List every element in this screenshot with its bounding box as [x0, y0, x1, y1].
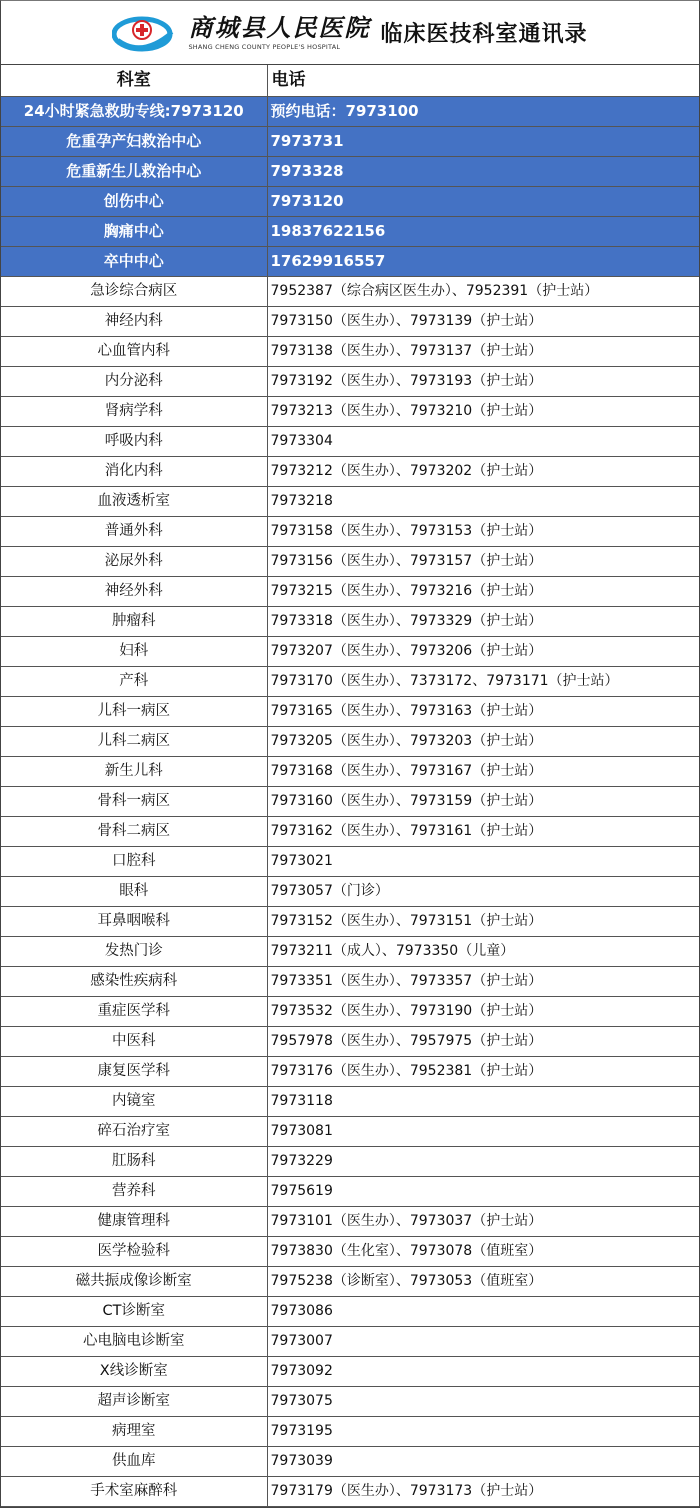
- department-cell: 泌尿外科: [1, 547, 267, 577]
- table-row: [1, 307, 699, 337]
- phone-cell: 7973120: [267, 187, 699, 217]
- phone-cell: 7973158（医生办）、7973153（护士站）: [267, 517, 699, 547]
- department-cell: 耳鼻咽喉科: [1, 907, 267, 937]
- phone-cell: 7973165（医生办）、7973163（护士站）: [267, 697, 699, 727]
- table-row: [1, 1057, 699, 1087]
- table-row: [1, 1387, 699, 1417]
- phone-cell: 7973215（医生办）、7973216（护士站）: [267, 577, 699, 607]
- table-row: [1, 1297, 699, 1327]
- table-row: [1, 997, 699, 1027]
- phone-cell: 7973218: [267, 487, 699, 517]
- phone-cell: 7973213（医生办）、7973210（护士站）: [267, 397, 699, 427]
- table-row: [1, 637, 699, 667]
- department-cell: 内镜室: [1, 1087, 267, 1117]
- department-cell: 新生儿科: [1, 757, 267, 787]
- table-row: [1, 517, 699, 547]
- hospital-name-cn: 商城县人民医院: [188, 13, 371, 42]
- phone-cell: 7952387（综合病区医生办）、7952391（护士站）: [267, 277, 699, 307]
- table-header-row: [1, 65, 699, 97]
- table-row: [1, 757, 699, 787]
- phone-cell: 7973207（医生办）、7973206（护士站）: [267, 637, 699, 667]
- document-title: 临床医技科室通讯录: [380, 22, 588, 47]
- phone-cell: 7973101（医生办）、7973037（护士站）: [267, 1207, 699, 1237]
- phone-cell: 7973731: [267, 127, 699, 157]
- table-row: [1, 817, 699, 847]
- department-cell: 呼吸内科: [1, 427, 267, 457]
- department-cell: 胸痛中心: [1, 217, 267, 247]
- table-row: [1, 727, 699, 757]
- department-cell: 发热门诊: [1, 937, 267, 967]
- table-row: [1, 487, 699, 517]
- phone-cell: 17629916557: [267, 247, 699, 277]
- table-row: [1, 667, 699, 697]
- phone-cell: 7973211（成人）、7973350（儿童）: [267, 937, 699, 967]
- department-cell: 肿瘤科: [1, 607, 267, 637]
- department-cell: 病理室: [1, 1417, 267, 1447]
- department-cell: CT诊断室: [1, 1297, 267, 1327]
- table-row: [1, 847, 699, 877]
- phone-cell: 7973328: [267, 157, 699, 187]
- table-row: [1, 1327, 699, 1357]
- department-cell: 普通外科: [1, 517, 267, 547]
- department-cell: 口腔科: [1, 847, 267, 877]
- phone-cell: 7973039: [267, 1447, 699, 1477]
- phone-cell: 7973007: [267, 1327, 699, 1357]
- directory-table: [1, 65, 699, 1507]
- table-row: [1, 1417, 699, 1447]
- phone-cell: 7973168（医生办）、7973167（护士站）: [267, 757, 699, 787]
- department-cell: 血液透析室: [1, 487, 267, 517]
- phone-cell: 7973156（医生办）、7973157（护士站）: [267, 547, 699, 577]
- phone-cell: 7973150（医生办）、7973139（护士站）: [267, 307, 699, 337]
- phone-cell: 7973830（生化室）、7973078（值班室）: [267, 1237, 699, 1267]
- table-body: [1, 97, 699, 1507]
- table-row: [1, 937, 699, 967]
- column-header-phone: 电话: [267, 65, 699, 97]
- phone-cell: 7973212（医生办）、7973202（护士站）: [267, 457, 699, 487]
- phone-cell: 7973318（医生办）、7973329（护士站）: [267, 607, 699, 637]
- table-row: [1, 1117, 699, 1147]
- department-cell: 营养科: [1, 1177, 267, 1207]
- table-row: [1, 547, 699, 577]
- table-row: [1, 1237, 699, 1267]
- phone-cell: 7973351（医生办）、7973357（护士站）: [267, 967, 699, 997]
- table-row: [1, 1177, 699, 1207]
- highlight-row: [1, 157, 699, 187]
- department-cell: 肛肠科: [1, 1147, 267, 1177]
- highlight-row: [1, 217, 699, 247]
- department-cell: 健康管理科: [1, 1207, 267, 1237]
- highlight-row: [1, 97, 699, 127]
- phone-cell: 7973075: [267, 1387, 699, 1417]
- department-cell: 磁共振成像诊断室: [1, 1267, 267, 1297]
- department-cell: 超声诊断室: [1, 1387, 267, 1417]
- table-row: [1, 1147, 699, 1177]
- phone-cell: 7975619: [267, 1177, 699, 1207]
- department-cell: 骨科一病区: [1, 787, 267, 817]
- phone-cell: 7973086: [267, 1297, 699, 1327]
- phone-cell: 7973304: [267, 427, 699, 457]
- department-cell: 危重孕产妇救治中心: [1, 127, 267, 157]
- department-cell: 康复医学科: [1, 1057, 267, 1087]
- table-row: [1, 1207, 699, 1237]
- department-cell: 创伤中心: [1, 187, 267, 217]
- department-cell: 儿科一病区: [1, 697, 267, 727]
- phone-cell: 7973081: [267, 1117, 699, 1147]
- phone-cell: 7973179（医生办）、7973173（护士站）: [267, 1477, 699, 1507]
- department-cell: 急诊综合病区: [1, 277, 267, 307]
- department-cell: 肾病学科: [1, 397, 267, 427]
- table-row: [1, 1477, 699, 1507]
- department-cell: 心血管内科: [1, 337, 267, 367]
- hospital-name-en: SHANG CHENG COUNTY PEOPLE'S HOSPITAL: [188, 43, 341, 51]
- department-cell: 眼科: [1, 877, 267, 907]
- table-row: [1, 427, 699, 457]
- table-row: [1, 397, 699, 427]
- department-cell: 中医科: [1, 1027, 267, 1057]
- hospital-name: [188, 14, 370, 51]
- department-cell: 供血库: [1, 1447, 267, 1477]
- phone-cell: 7973162（医生办）、7973161（护士站）: [267, 817, 699, 847]
- department-cell: 妇科: [1, 637, 267, 667]
- department-cell: 神经内科: [1, 307, 267, 337]
- phone-cell: 7973092: [267, 1357, 699, 1387]
- table-row: [1, 337, 699, 367]
- table-row: [1, 277, 699, 307]
- department-cell: 心电脑电诊断室: [1, 1327, 267, 1357]
- table-row: [1, 1027, 699, 1057]
- table-row: [1, 457, 699, 487]
- phone-cell: 预约电话：7973100: [267, 97, 699, 127]
- department-cell: 危重新生儿救治中心: [1, 157, 267, 187]
- department-cell: 手术室麻醉科: [1, 1477, 267, 1507]
- department-cell: 内分泌科: [1, 367, 267, 397]
- phone-cell: 7973118: [267, 1087, 699, 1117]
- table-row: [1, 1357, 699, 1387]
- department-cell: 感染性疾病科: [1, 967, 267, 997]
- phone-cell: 19837622156: [267, 217, 699, 247]
- phone-cell: 7973138（医生办）、7973137（护士站）: [267, 337, 699, 367]
- table-row: [1, 1447, 699, 1477]
- department-cell: 医学检验科: [1, 1237, 267, 1267]
- table-row: [1, 967, 699, 997]
- table-row: [1, 697, 699, 727]
- table-row: [1, 1267, 699, 1297]
- department-cell: 卒中中心: [1, 247, 267, 277]
- table-row: [1, 787, 699, 817]
- department-cell: 消化内科: [1, 457, 267, 487]
- phone-cell: 7973176（医生办）、7952381（护士站）: [267, 1057, 699, 1087]
- department-cell: 神经外科: [1, 577, 267, 607]
- department-cell: 产科: [1, 667, 267, 697]
- phone-cell: 7973152（医生办）、7973151（护士站）: [267, 907, 699, 937]
- column-header-dept: 科室: [1, 65, 267, 97]
- phone-cell: 7973160（医生办）、7973159（护士站）: [267, 787, 699, 817]
- table-row: [1, 577, 699, 607]
- phone-cell: 7973532（医生办）、7973190（护士站）: [267, 997, 699, 1027]
- highlight-row: [1, 187, 699, 217]
- table-row: [1, 607, 699, 637]
- document-header: [1, 1, 699, 65]
- department-cell: 骨科二病区: [1, 817, 267, 847]
- table-row: [1, 1087, 699, 1117]
- phone-cell: 7973229: [267, 1147, 699, 1177]
- phone-cell: 7975238（诊断室）、7973053（值班室）: [267, 1267, 699, 1297]
- table-row: [1, 907, 699, 937]
- phone-cell: 7973205（医生办）、7973203（护士站）: [267, 727, 699, 757]
- department-cell: 重症医学科: [1, 997, 267, 1027]
- phone-cell: 7973021: [267, 847, 699, 877]
- department-cell: X线诊断室: [1, 1357, 267, 1387]
- highlight-row: [1, 127, 699, 157]
- highlight-row: [1, 247, 699, 277]
- phone-cell: 7973057（门诊）: [267, 877, 699, 907]
- phone-cell: 7957978（医生办）、7957975（护士站）: [267, 1027, 699, 1057]
- table-row: [1, 877, 699, 907]
- department-cell: 儿科二病区: [1, 727, 267, 757]
- department-cell: 24小时紧急救助专线:7973120: [1, 97, 267, 127]
- phone-cell: 7973195: [267, 1417, 699, 1447]
- phone-cell: 7973192（医生办）、7973193（护士站）: [267, 367, 699, 397]
- department-cell: 碎石治疗室: [1, 1117, 267, 1147]
- phone-cell: 7973170（医生办）、7373172、7973171（护士站）: [267, 667, 699, 697]
- hospital-logo-icon: [112, 10, 184, 56]
- table-row: [1, 367, 699, 397]
